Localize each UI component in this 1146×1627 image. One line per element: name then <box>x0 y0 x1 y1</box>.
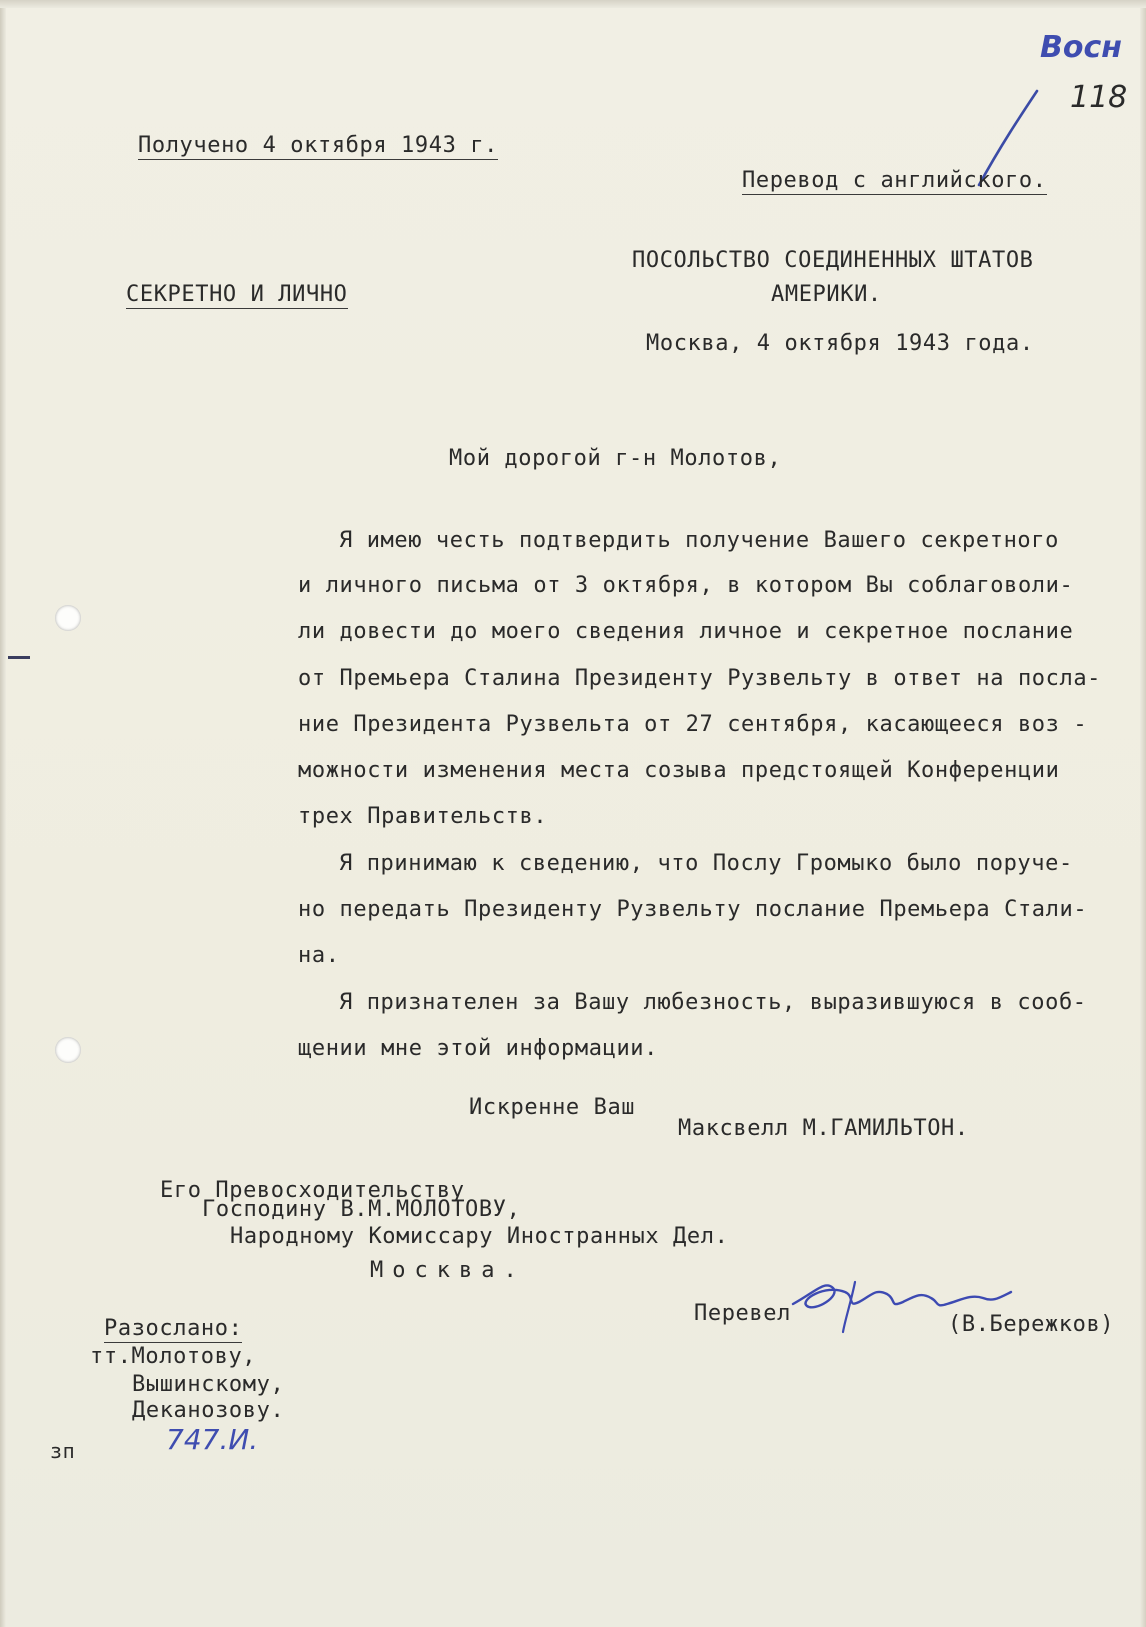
closing-phrase: Искренне Ваш <box>469 1095 636 1120</box>
addressee-line-2: Господину В.М.МОЛОТОВУ, <box>202 1197 521 1222</box>
classification-marking: СЕКРЕТНО И ЛИЧНО <box>126 282 348 307</box>
paragraph-1-line: ние Президента Рузвельта от 27 сентября, касающееся воз - <box>298 712 1088 737</box>
paragraph-3-line: Я признателен за Вашу любезность, выразившуюся в сооб- <box>339 990 1087 1015</box>
handwritten-top-mark: Восн <box>1040 30 1122 65</box>
paragraph-2-line: Я принимаю к сведению, что Послу Громыко было поруче- <box>339 851 1073 876</box>
sender-name: Максвелл М.ГАМИЛЬТОН. <box>678 1116 969 1141</box>
salutation: Мой дорогой г-н Молотов, <box>449 446 782 471</box>
page-left-edge <box>0 0 6 1627</box>
paragraph-3-line: щении мне этой информации. <box>298 1036 658 1061</box>
embassy-line-1: ПОСОЛЬСТВО СОЕДИНЕННЫХ ШТАТОВ <box>632 248 1034 273</box>
embassy-line-2: АМЕРИКИ. <box>771 282 882 307</box>
paragraph-1-line: Я имею честь подтвердить получение Вашего секретного <box>339 528 1059 553</box>
translation-note: Перевод с английского. <box>742 168 1047 193</box>
addressee-line-3: Народному Комиссару Иностранных Дел. <box>230 1224 729 1249</box>
addressee-city: Москва. <box>370 1258 526 1283</box>
paragraph-2-line: но передать Президенту Рузвельту послание Премьера Стали- <box>298 897 1088 922</box>
paragraph-1-line: от Премьера Сталина Президенту Рузвельту в ответ на посла- <box>298 666 1102 691</box>
translator-name: (В.Бережков) <box>948 1312 1115 1337</box>
binder-hole-upper <box>55 605 81 631</box>
distribution-recipient: Вышинскому, <box>132 1372 285 1397</box>
addressee-line-1: Его Превосходительству <box>160 1178 465 1203</box>
binder-hole-lower <box>55 1037 81 1063</box>
received-stamp-line: Получено 4 октября 1943 г. <box>138 133 498 158</box>
distribution-label: Разослано: <box>104 1316 243 1341</box>
distribution-recipient: тт.Молотову, <box>90 1344 257 1369</box>
margin-fold-mark <box>8 656 30 659</box>
page-top-edge <box>0 0 1146 8</box>
paragraph-2-line: на. <box>298 943 340 968</box>
handwritten-distribution-note: 747.И. <box>166 1423 259 1456</box>
paragraph-1-line: трех Правительств. <box>298 804 548 829</box>
handwritten-page-number: 118 <box>1070 80 1128 115</box>
distribution-recipient: Деканозову. <box>132 1398 285 1423</box>
paragraph-1-line: и личного письма от 3 октября, в котором Вы соблаговоли- <box>298 573 1074 598</box>
paragraph-1-line: можности изменения места созыва предстоящей Конференции <box>298 758 1060 783</box>
typist-code: зп <box>50 1439 76 1463</box>
place-and-date: Москва, 4 октября 1943 года. <box>646 331 1034 356</box>
paragraph-1-line: ли довести до моего сведения личное и секретное послание <box>298 619 1074 644</box>
translator-label: Перевел <box>694 1301 791 1326</box>
page-right-edge <box>1140 0 1146 1627</box>
